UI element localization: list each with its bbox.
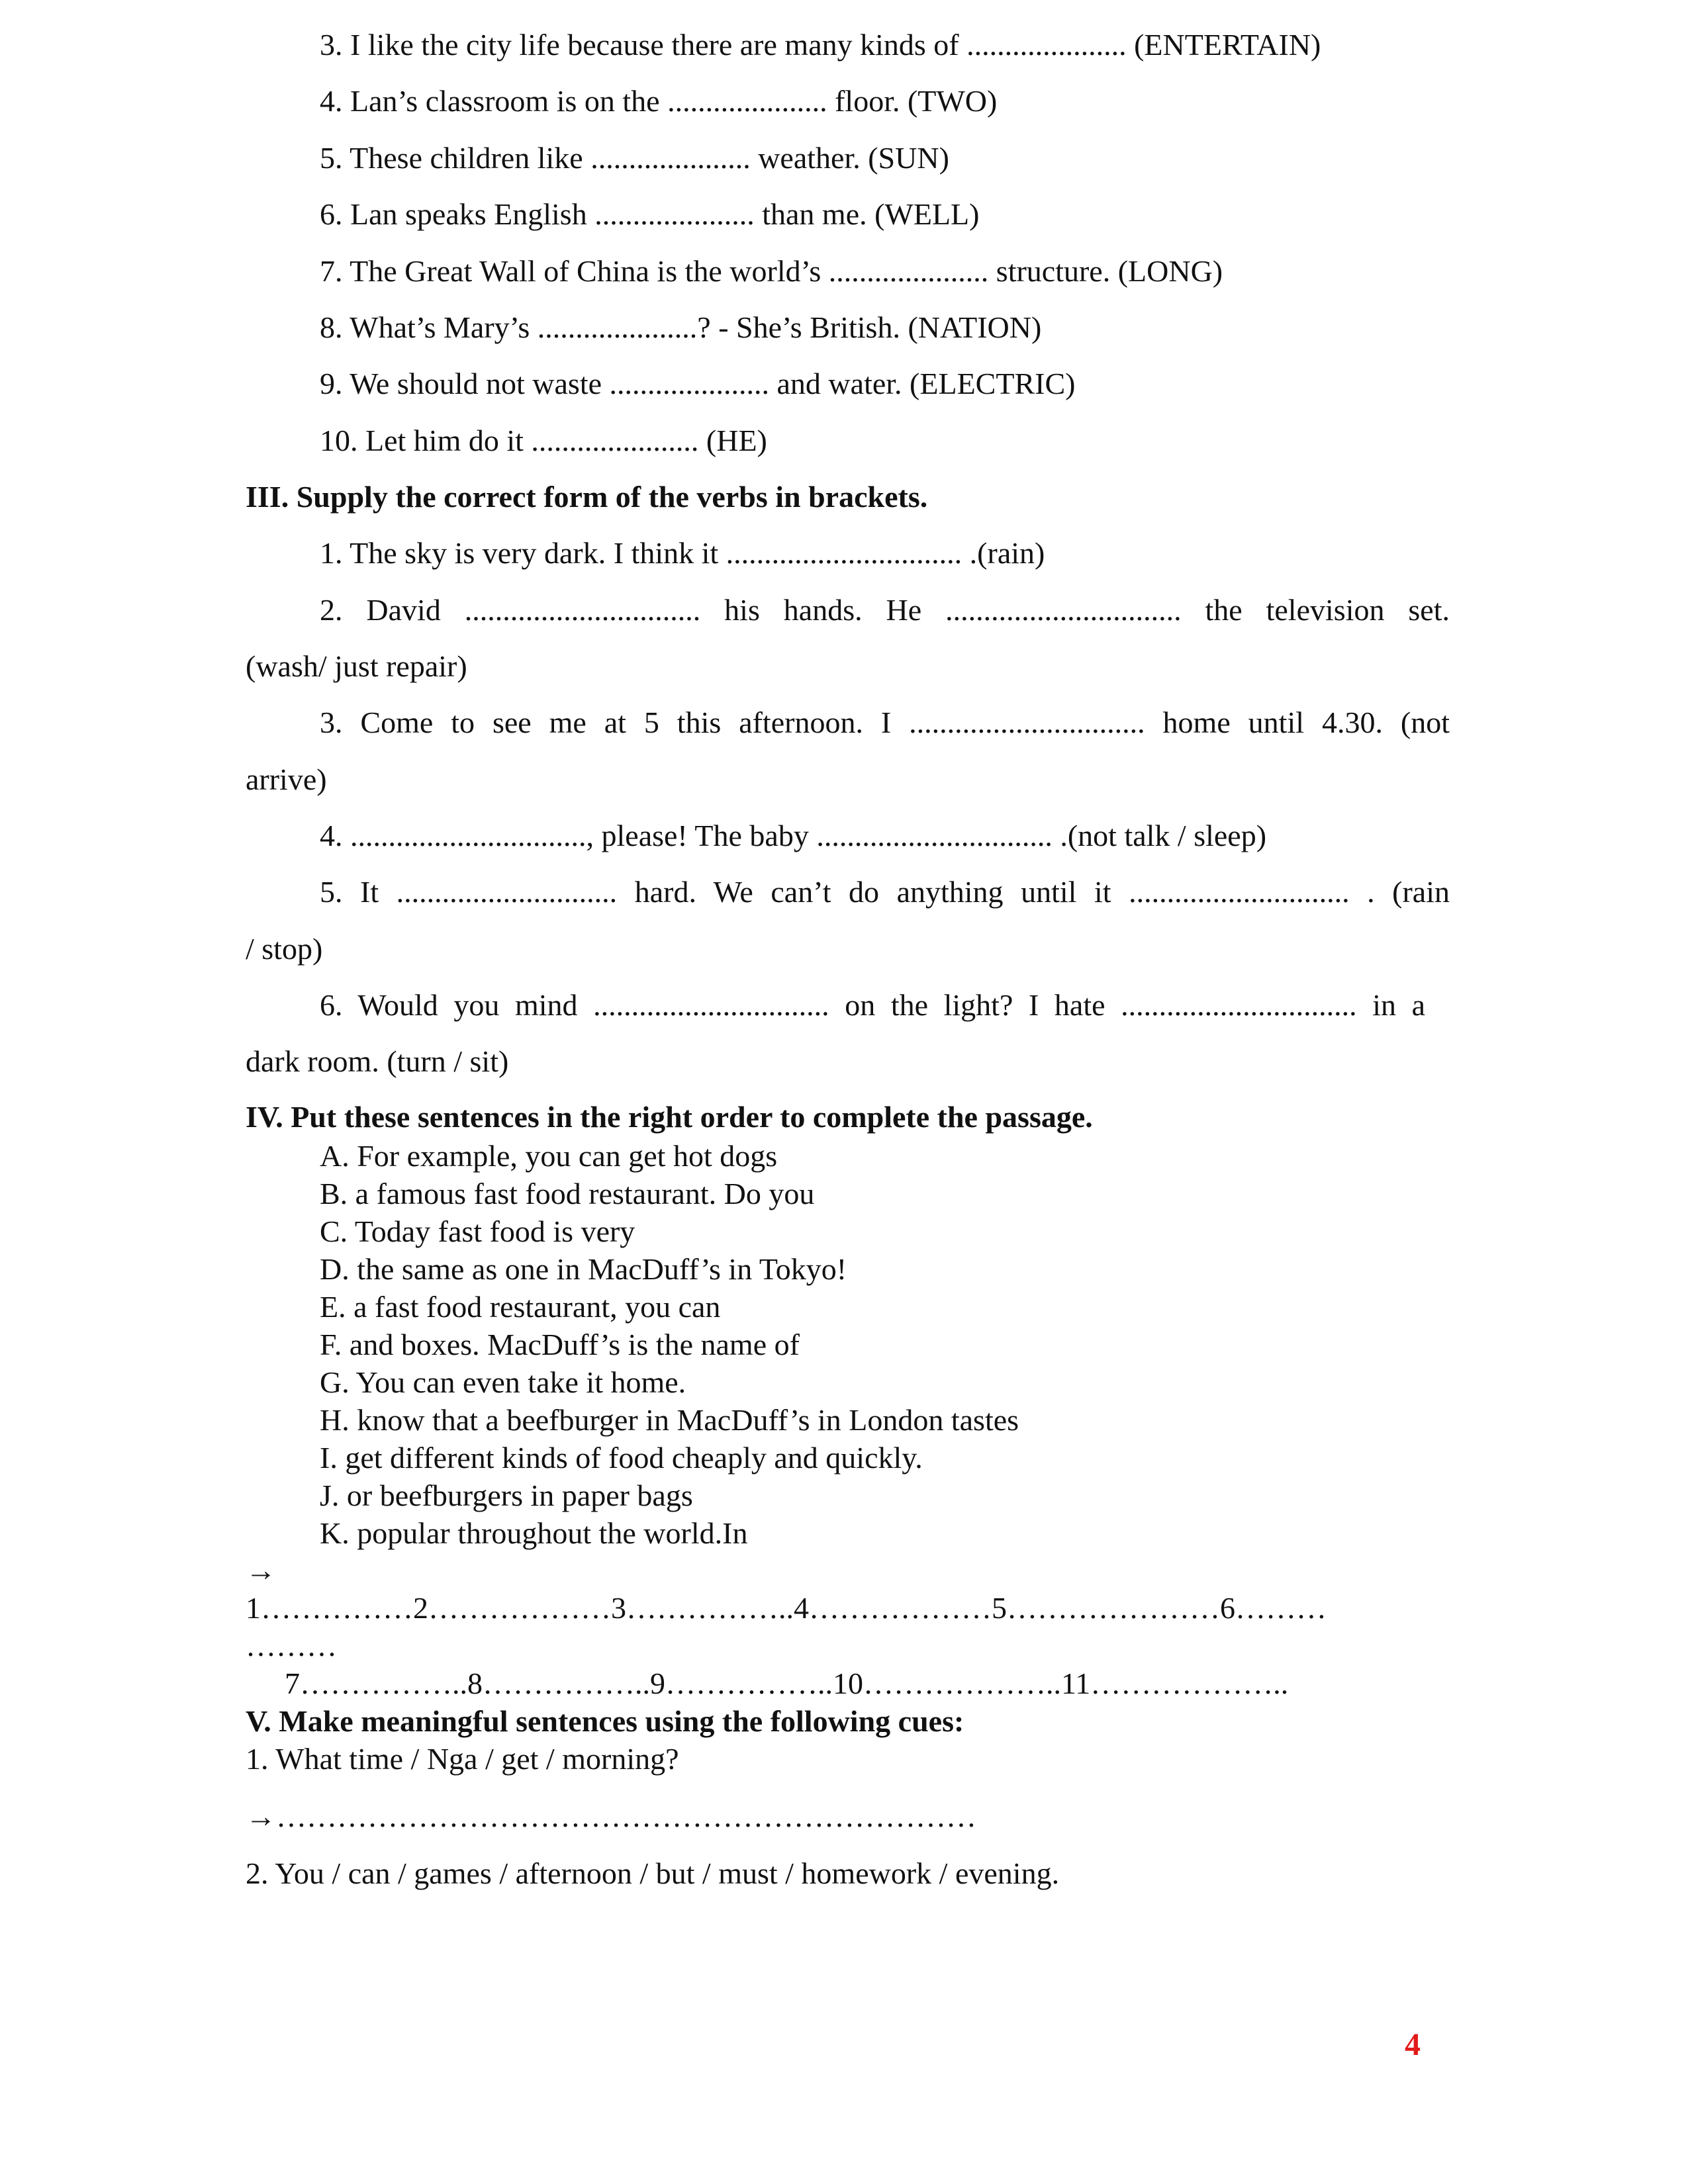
exercise-item: 7. The Great Wall of China is the world’s ..................... structure. (LONG) [320,254,1223,288]
exercise-item: 4. ..............................., please! The baby ............................... .(not talk / sleep) [320,819,1267,852]
cue-question: 2. You / can / games / afternoon / but / must / homework / evening. [246,1856,1060,1890]
answer-dots: …………………………………………………………… [276,1799,976,1833]
exercise-item: 1. The sky is very dark. I think it ............................... .(rain) [320,536,1045,570]
exercise-item-continued: (wash/ just repair) [246,649,467,683]
answer-line [246,1798,976,1835]
order-sentence: I. get different kinds of food cheaply and quickly. [320,1441,923,1475]
exercise-item: 5. These children like ..................... weather. (SUN) [320,141,949,175]
section-heading: IV. Put these sentences in the right order to complete the passage. [246,1100,1093,1134]
answer-order-line: 1……………2………………3……………..4………………5…………………6……… [246,1591,1327,1625]
exercise-item: 6. Would you mind ............................... on the light? I hate ............................... in a [320,988,1425,1022]
order-sentence: B. a famous fast food restaurant. Do you [320,1177,815,1210]
exercise-item-continued: / stop) [246,932,323,966]
answer-order-line-continued: ……… [246,1629,337,1662]
cue-question: 1. What time / Nga / get / morning? [246,1742,679,1776]
exercise-item-continued: dark room. (turn / sit) [246,1044,509,1078]
right-arrow-icon: → [246,1799,276,1833]
exercise-item: 5. It ............................. hard. We can’t do anything until it ............................. . (rain [320,875,1450,909]
order-sentence: H. know that a beefburger in MacDuff’s in London tastes [320,1403,1019,1437]
right-arrow-icon: → [246,1553,276,1587]
exercise-item-continued: arrive) [246,762,327,796]
answer-order-line: 7……………..8……………..9……………..10………………..11……………….. [285,1666,1289,1700]
order-sentence: K. popular throughout the world.In [320,1516,748,1550]
section-heading: V. Make meaningful sentences using the following cues: [246,1704,964,1738]
order-sentence: D. the same as one in MacDuff’s in Tokyo! [320,1252,847,1286]
order-sentence: J. or beefburgers in paper bags [320,1479,693,1512]
page-number: 4 [1405,2027,1421,2062]
exercise-item: 3. I like the city life because there are many kinds of ..................... (ENTERTAIN) [320,28,1321,62]
exercise-item: 2. David ............................... his hands. He ............................... the television set. [320,593,1450,627]
exercise-item: 8. What’s Mary’s .....................? - She’s British. (NATION) [320,310,1042,344]
order-sentence: C. Today fast food is very [320,1214,635,1248]
exercise-item: 10. Let him do it ...................... (HE) [320,424,767,457]
order-sentence: G. You can even take it home. [320,1365,686,1399]
order-sentence: A. For example, you can get hot dogs [320,1139,778,1173]
order-sentence: E. a fast food restaurant, you can [320,1290,721,1324]
order-sentence: F. and boxes. MacDuff’s is the name of [320,1328,800,1361]
exercise-item: 4. Lan’s classroom is on the ..................... floor. (TWO) [320,84,998,118]
exercise-item: 9. We should not waste ..................... and water. (ELECTRIC) [320,367,1076,400]
exercise-item: 6. Lan speaks English ..................... than me. (WELL) [320,197,980,231]
exercise-item: 3. Come to see me at 5 this afternoon. I ............................... home until 4.30. (not [320,705,1450,739]
section-heading: III. Supply the correct form of the verbs in brackets. [246,480,928,514]
